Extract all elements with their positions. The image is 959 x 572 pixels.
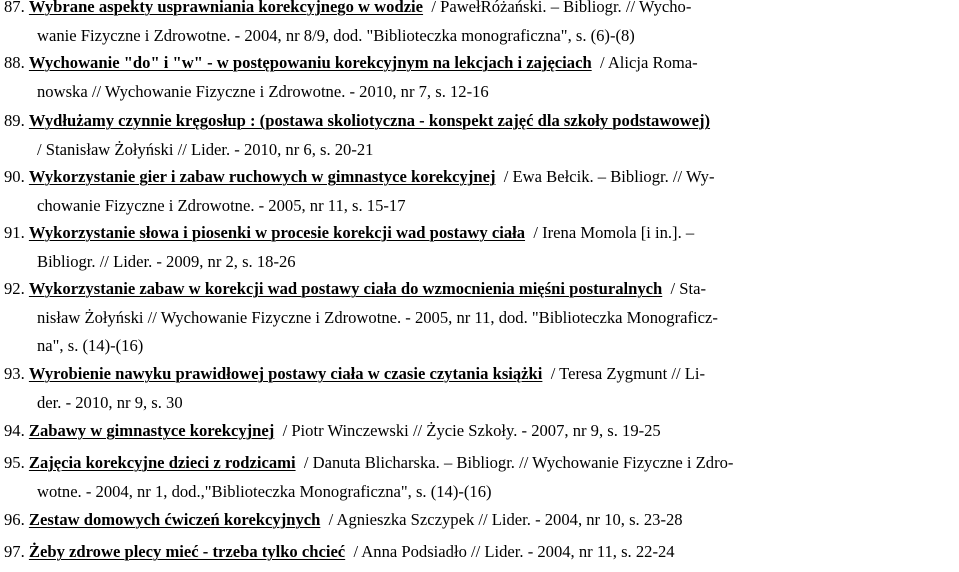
- entry-citation-text: / Agnieszka Szczypek // Lider. - 2004, nr 10, s. 23-28: [320, 510, 683, 529]
- entry-first-line: [4, 51, 698, 75]
- entry-first-line: [4, 165, 714, 189]
- entry-citation-text: Bibliogr. // Lider. - 2009, nr 2, s. 18-26: [37, 251, 296, 271]
- entry-number: 96.: [4, 510, 25, 529]
- entry-citation-text: / Ewa Bełcik. – Bibliogr. // Wy-: [495, 167, 715, 186]
- entry-citation-text: nisław Żołyński // Wychowanie Fizyczne i Zdrowotne. - 2005, nr 11, dod. "Biblioteczka Monograficz-: [37, 307, 718, 327]
- entry-citation-text: / PawełRóżański. – Bibliogr. // Wycho-: [423, 0, 692, 16]
- entry-citation-text: / Sta-: [662, 279, 707, 298]
- entry-number: 92.: [4, 279, 25, 298]
- entry-citation-text: / Irena Momola [i in.]. –: [525, 223, 695, 242]
- entry-continuation-line: [37, 306, 718, 330]
- entry-citation-text: chowanie Fizyczne i Zdrowotne. - 2005, nr 11, s. 15-17: [37, 195, 406, 215]
- entry-citation-text: na", s. (14)-(16): [37, 336, 144, 355]
- entry-citation-text: / Teresa Zygmunt // Li-: [542, 364, 705, 383]
- entry-first-line: [4, 419, 661, 443]
- entry-title: Wykorzystanie gier i zabaw ruchowych w gimnastyce korekcyjnej: [28, 167, 496, 186]
- entry-first-line: [4, 277, 706, 301]
- entry-number: 91.: [4, 223, 25, 242]
- entry-citation-text: der. - 2010, nr 9, s. 30: [37, 392, 183, 412]
- entry-first-line: [4, 508, 683, 532]
- entry-continuation-line: [37, 391, 183, 415]
- entry-title: Wykorzystanie zabaw w korekcji wad postawy ciała do wzmocnienia mięśni posturalnych: [28, 279, 663, 298]
- entry-first-line: [4, 362, 705, 386]
- entry-citation-text: / Stanisław Żołyński // Lider. - 2010, nr 6, s. 20-21: [37, 139, 374, 159]
- entry-first-line: [4, 540, 675, 564]
- entry-continuation-line: [37, 24, 635, 48]
- entry-title: Żeby zdrowe plecy mieć - trzeba tylko chcieć: [28, 542, 346, 561]
- entry-first-line: [4, 451, 733, 475]
- entry-title: Wyrobienie nawyku prawidłowej postawy ciała w czasie czytania książki: [28, 364, 543, 383]
- entry-first-line: [4, 109, 710, 133]
- entry-continuation-line: [37, 480, 492, 504]
- entry-number: 94.: [4, 421, 25, 440]
- entry-first-line: [4, 221, 694, 245]
- entry-citation-text: wanie Fizyczne i Zdrowotne. - 2004, nr 8/9, dod. "Biblioteczka monograficzna", s. (6)-(8): [37, 25, 635, 45]
- entry-title: Wydłużamy czynnie kręgosłup : (postawa skoliotyczna - konspekt zajęć dla szkoły podstawowej): [28, 111, 711, 130]
- entry-number: 95.: [4, 453, 25, 472]
- entry-title: Zestaw domowych ćwiczeń korekcyjnych: [28, 510, 321, 529]
- entry-continuation-line: [37, 138, 373, 162]
- entry-continuation-line: [37, 194, 406, 218]
- entry-title: Zajęcia korekcyjne dzieci z rodzicami: [28, 453, 296, 472]
- entry-continuation-line: [37, 334, 143, 358]
- entry-citation-text: / Danuta Blicharska. – Bibliogr. // Wychowanie Fizyczne i Zdro-: [295, 453, 734, 472]
- entry-citation-text: / Anna Podsiadło // Lider. - 2004, nr 11, s. 22-24: [345, 542, 675, 561]
- entry-continuation-line: [37, 80, 489, 104]
- entry-first-line: [4, 0, 691, 19]
- entry-number: 90.: [4, 167, 25, 186]
- entry-citation-text: / Piotr Winczewski // Życie Szkoły. - 2007, nr 9, s. 19-25: [274, 421, 661, 440]
- entry-title: Wybrane aspekty usprawniania korekcyjnego w wodzie: [28, 0, 424, 16]
- entry-citation-text: wotne. - 2004, nr 1, dod.,"Biblioteczka Monograficzna", s. (14)-(16): [37, 481, 492, 501]
- entry-number: 88.: [4, 53, 25, 72]
- entry-continuation-line: [37, 250, 296, 274]
- entry-number: 97.: [4, 542, 25, 561]
- entry-title: Zabawy w gimnastyce korekcyjnej: [28, 421, 275, 440]
- entry-title: Wykorzystanie słowa i piosenki w procesie korekcji wad postawy ciała: [28, 223, 526, 242]
- entry-number: 89.: [4, 111, 25, 130]
- entry-citation-text: / Alicja Roma-: [591, 53, 698, 72]
- entry-number: 93.: [4, 364, 25, 383]
- entry-number: 87.: [4, 0, 25, 16]
- entry-title: Wychowanie "do" i "w" - w postępowaniu korekcyjnym na lekcjach i zajęciach: [28, 53, 592, 72]
- entry-citation-text: nowska // Wychowanie Fizyczne i Zdrowotne. - 2010, nr 7, s. 12-16: [37, 81, 489, 101]
